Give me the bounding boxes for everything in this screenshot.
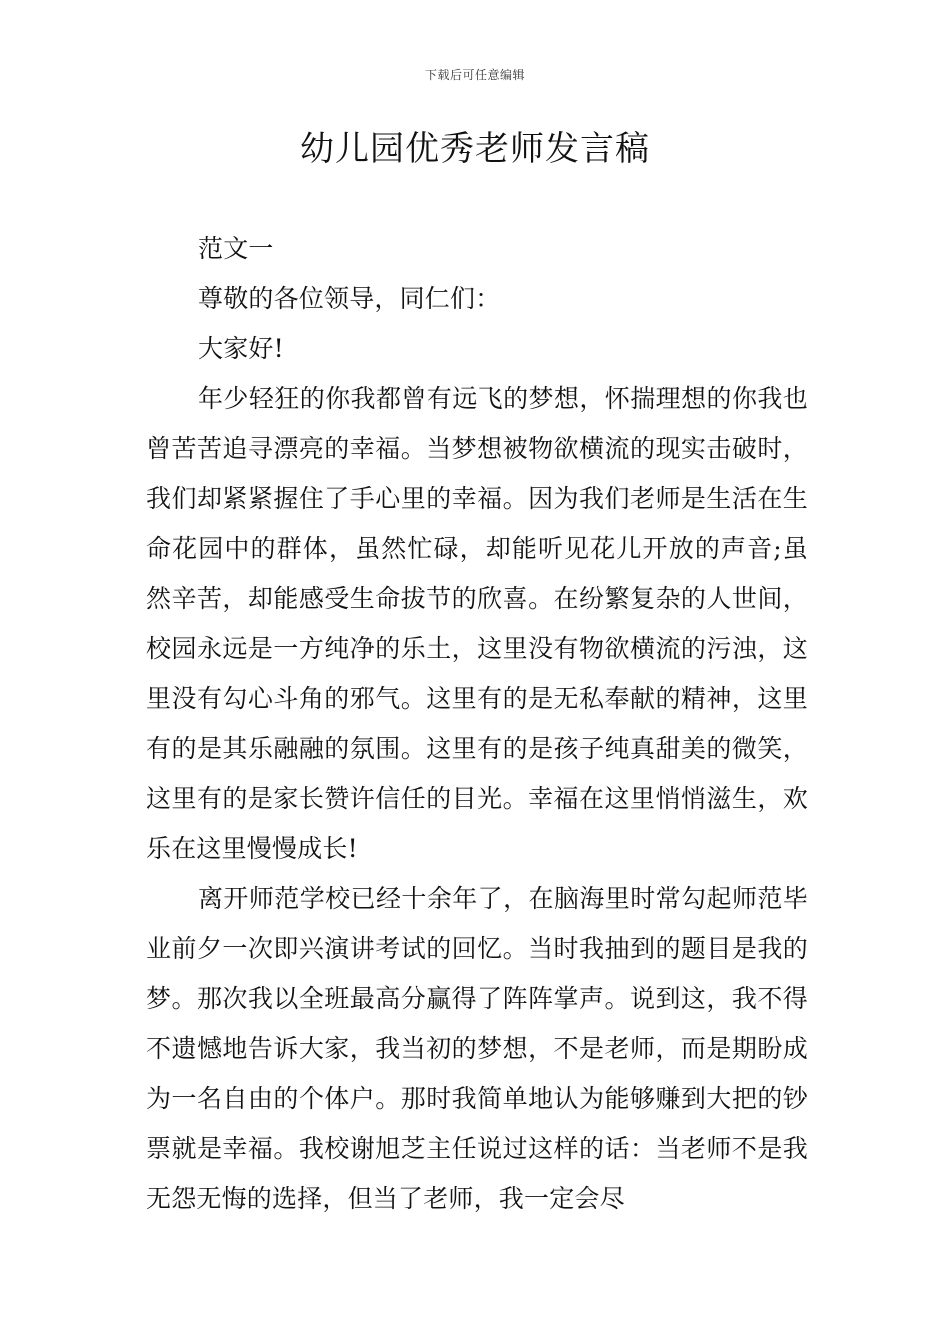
document-body	[146, 224, 808, 1224]
header-note: 下载后可任意编辑	[424, 68, 525, 82]
page-title: 幼儿园优秀老师发言稿	[300, 129, 650, 169]
paragraph-section-label: 范文一	[198, 234, 274, 263]
paragraph-body-2: 离开师范学校已经十余年了，在脑海里时常勾起师范毕业前夕一次即兴演讲考试的回忆。当时我抽到的题目是我的梦。那次我以全班最高分赢得了阵阵掌声。说到这，我不得不遗憾地告诉大家，我当初的梦想，不是老师，而是期盼成为一名自由的个体户。那时我简单地认为能够赚到大把的钞票就是幸福。我校谢旭芝主任说过这样的话：当老师不是我无怨无悔的选择，但当了老师，我一定会尽	[146, 884, 808, 1213]
paragraph-body-1: 年少轻狂的你我都曾有远飞的梦想，怀揣理想的你我也曾苦苦追寻漂亮的幸福。当梦想被物欲横流的现实击破时，我们却紧紧握住了手心里的幸福。因为我们老师是生活在生命花园中的群体，虽然忙碌，却能听见花儿开放的声音;虽然辛苦，却能感受生命拔节的欣喜。在纷繁复杂的人世间，校园永远是一方纯净的乐土，这里没有物欲横流的污浊，这里没有勾心斗角的邪气。这里有的是无私奉献的精神，这里有的是其乐融融的氛围。这里有的是孩子纯真甜美的微笑，这里有的是家长赞许信任的目光。幸福在这里悄悄滋生，欢乐在这里慢慢成长!	[146, 384, 808, 863]
paragraph-greeting: 大家好!	[198, 334, 284, 363]
paragraph-salutation: 尊敬的各位领导，同仁们：	[198, 284, 501, 313]
